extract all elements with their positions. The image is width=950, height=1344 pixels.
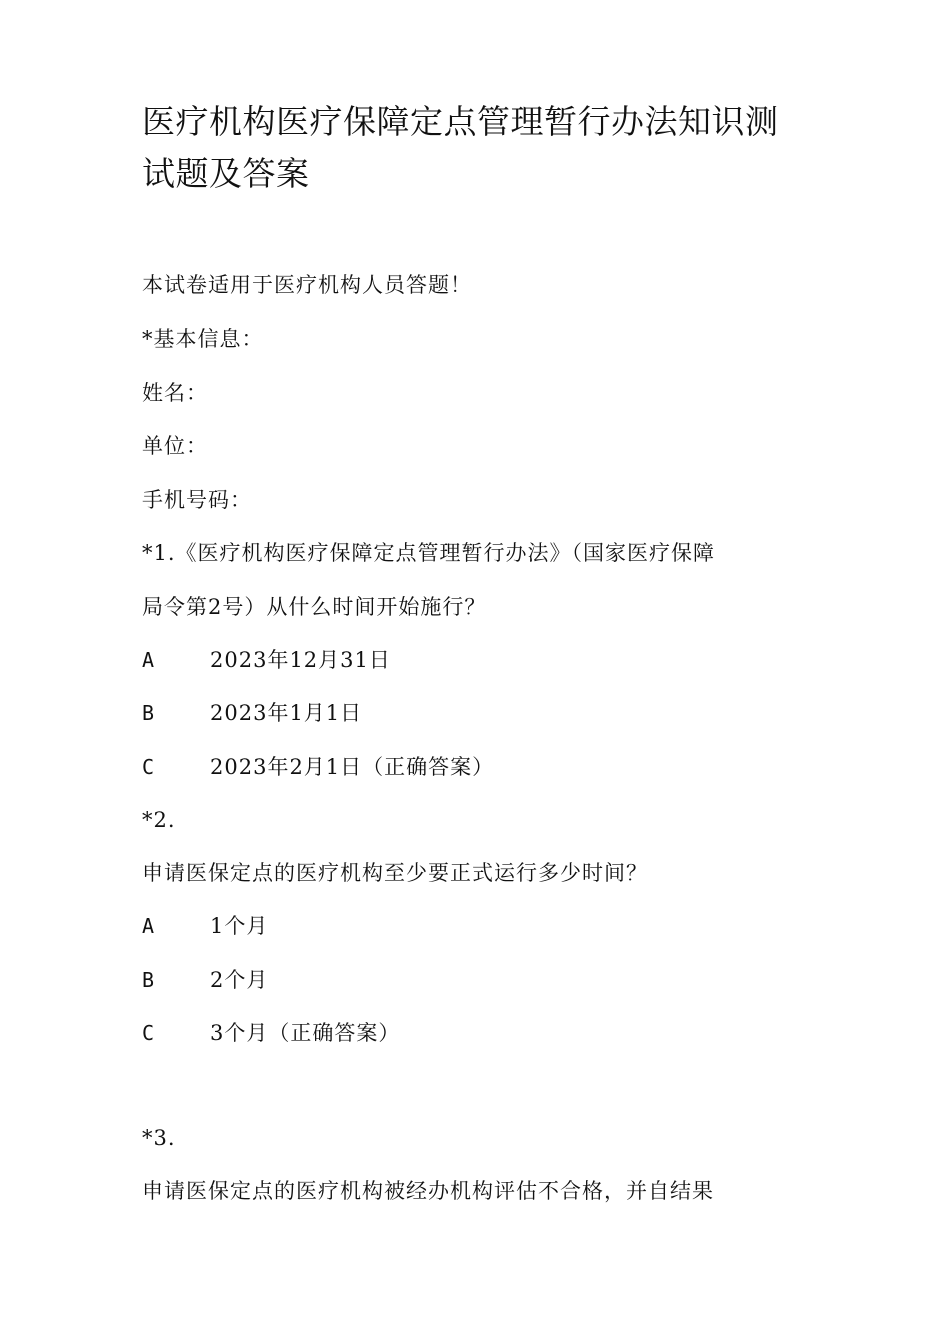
question-2-option-a [142,911,268,941]
option-letter: B [142,968,156,992]
option-text: 2个月 [210,968,269,992]
option-letter: B [142,701,156,725]
question-3-text: 申请医保定点的医疗机构被经办机构评估不合格，并自结果 [142,1179,714,1203]
field-phone-label: 手机号码： [142,488,252,512]
option-text: 3个月（正确答案） [210,1021,401,1045]
option-letter: C [142,755,156,779]
intro-text: 本试卷适用于医疗机构人员答题！ [142,273,472,297]
document-title: 医疗机构医疗保障定点管理暂行办法知识测试题及答案 [142,102,779,193]
question-2-text: 申请医保定点的医疗机构至少要正式运行多少时间？ [142,861,648,885]
question-2-number-line: *2. [142,808,176,832]
question-1-number-line: *1.《医疗机构医疗保障定点管理暂行办法》（国家医疗保障 [142,541,716,565]
question-1-option-c [142,752,494,782]
question-1-option-b [142,698,362,728]
question-2-option-c [142,1018,400,1048]
question-1-option-a [142,645,391,675]
field-name-label: 姓名： [142,381,208,405]
option-letter: C [142,1021,156,1045]
question-1-text: 局令第2号）从什么时间开始施行？ [142,595,487,619]
question-2-option-b [142,965,268,995]
option-text: 1个月 [210,914,269,938]
option-text: 2023年2月1日（正确答案） [210,755,495,779]
option-text: 2023年12月31日 [210,648,391,672]
option-letter: A [142,914,156,938]
basic-info-heading: *基本信息： [142,327,264,351]
option-text: 2023年1月1日 [210,701,363,725]
field-unit-label: 单位： [142,434,208,458]
option-letter: A [142,648,156,672]
question-3-number-line: *3. [142,1126,176,1150]
